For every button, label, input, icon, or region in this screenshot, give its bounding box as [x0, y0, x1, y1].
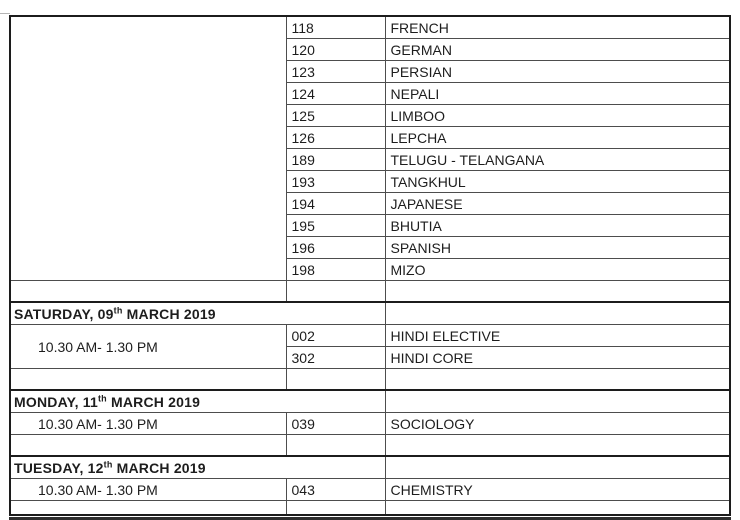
date-day: MONDAY, 11 — [14, 393, 98, 410]
subject-name-cell: PERSIAN — [385, 61, 730, 83]
exam-row — [10, 479, 730, 501]
subject-name-cell: SOCIOLOGY — [385, 413, 730, 435]
subject-code-cell: 302 — [286, 347, 385, 369]
empty-cell — [385, 435, 730, 457]
subject-name-cell: NEPALI — [385, 83, 730, 105]
exam-time-cell: 10.30 AM- 1.30 PM — [10, 413, 286, 435]
empty-cell — [385, 390, 730, 413]
language-row — [10, 16, 730, 39]
spacer-row — [10, 501, 730, 516]
date-header-cell — [10, 456, 385, 479]
empty-cell — [10, 501, 286, 516]
empty-cell — [286, 435, 385, 457]
date-ordinal-sup: th — [103, 458, 113, 469]
date-month-year: MARCH 2019 — [106, 393, 201, 410]
subject-name-cell: HINDI CORE — [385, 347, 730, 369]
date-header-row — [10, 456, 730, 479]
empty-cell — [385, 369, 730, 391]
date-header-row — [10, 390, 730, 413]
subject-name-cell: JAPANESE — [385, 193, 730, 215]
subject-code-cell: 002 — [286, 325, 385, 347]
empty-cell — [10, 281, 286, 303]
subject-code-cell: 189 — [286, 149, 385, 171]
subject-code-cell: 124 — [286, 83, 385, 105]
exam-row — [10, 413, 730, 435]
subject-code-cell: 198 — [286, 259, 385, 281]
date-day: TUESDAY, 12 — [14, 459, 104, 476]
subject-code-cell: 039 — [286, 413, 385, 435]
empty-cell — [10, 435, 286, 457]
empty-cell — [385, 456, 730, 479]
exam-row — [10, 325, 730, 347]
subject-code-cell: 193 — [286, 171, 385, 193]
page-edge-artifact — [0, 13, 10, 14]
subject-name-cell: LIMBOO — [385, 105, 730, 127]
subject-name-cell: TELUGU - TELANGANA — [385, 149, 730, 171]
subject-name-cell: HINDI ELECTIVE — [385, 325, 730, 347]
empty-cell — [286, 369, 385, 391]
date-header-cell — [10, 302, 385, 325]
subject-name-cell: LEPCHA — [385, 127, 730, 149]
subject-name-cell: GERMAN — [385, 39, 730, 61]
subject-name-cell: FRENCH — [385, 16, 730, 39]
spacer-row — [10, 435, 730, 457]
subject-name-cell: TANGKHUL — [385, 171, 730, 193]
empty-cell — [286, 501, 385, 516]
subject-code-cell: 043 — [286, 479, 385, 501]
subject-code-cell: 123 — [286, 61, 385, 83]
date-ordinal-sup: th — [97, 392, 107, 403]
spacer-row — [10, 281, 730, 303]
spacer-row — [10, 369, 730, 391]
subject-code-cell: 194 — [286, 193, 385, 215]
subject-code-cell: 120 — [286, 39, 385, 61]
subject-name-cell: BHUTIA — [385, 215, 730, 237]
subject-code-cell: 118 — [286, 16, 385, 39]
date-month-year: MARCH 2019 — [122, 305, 216, 322]
empty-cell — [286, 281, 385, 303]
subject-name-cell: MIZO — [385, 259, 730, 281]
empty-cell — [385, 302, 730, 325]
date-header-row — [10, 302, 730, 325]
empty-cell — [385, 281, 730, 303]
date-ordinal-sup: th — [113, 304, 123, 315]
date-day: SATURDAY, 09 — [14, 305, 114, 322]
exam-time-cell: 10.30 AM- 1.30 PM — [10, 325, 286, 369]
date-header-cell — [10, 390, 385, 413]
languages-empty-time-cell — [10, 16, 286, 281]
empty-cell — [10, 369, 286, 391]
subject-code-cell: 196 — [286, 237, 385, 259]
exam-datesheet-table — [9, 15, 731, 516]
subject-code-cell: 125 — [286, 105, 385, 127]
empty-cell — [385, 501, 730, 516]
subject-name-cell: SPANISH — [385, 237, 730, 259]
subject-code-cell: 126 — [286, 127, 385, 149]
subject-name-cell: CHEMISTRY — [385, 479, 730, 501]
exam-time-cell: 10.30 AM- 1.30 PM — [10, 479, 286, 501]
subject-code-cell: 195 — [286, 215, 385, 237]
date-month-year: MARCH 2019 — [112, 459, 206, 476]
